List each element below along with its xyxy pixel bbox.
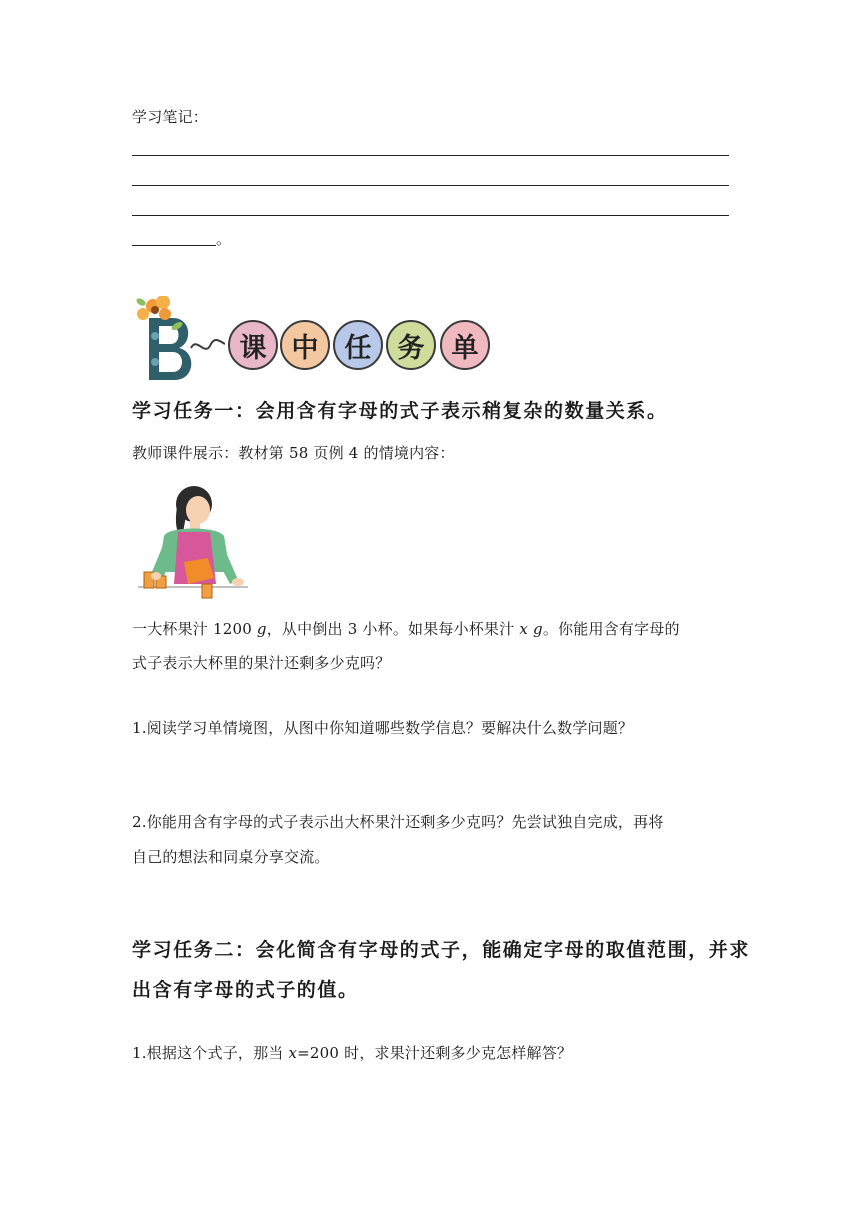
banner-char-3: 任	[333, 320, 383, 370]
problem-text-a: 一大杯果汁 1200	[132, 620, 257, 638]
unit-g: g	[533, 620, 543, 638]
variable-x: x	[519, 620, 529, 638]
task1-problem-line2: 式子表示大杯里的果汁还剩多少克吗？	[132, 654, 391, 672]
task1-question-1: 1.阅读学习单情境图，从图中你知道哪些数学信息？要解决什么数学问题？	[132, 719, 634, 737]
banner-char-2: 中	[280, 320, 330, 370]
task2-question-1: 1.根据这个式子，那当 x=200 时，求果汁还剩多少克怎样解答？	[132, 1044, 573, 1062]
note-line-1	[132, 155, 729, 156]
task2-heading-line2: 出含有字母的式子的值。	[132, 979, 359, 1001]
banner-char-5: 单	[440, 320, 490, 370]
task1-heading: 学习任务一：会用含有字母的式子表示稍复杂的数量关系。	[132, 400, 668, 422]
banner-char-1: 课	[228, 320, 278, 370]
note-line-3	[132, 215, 729, 216]
woman-pouring-juice-illustration	[138, 480, 248, 600]
flower-letter-b-icon	[135, 296, 225, 386]
problem-text-c: 。你能用含有字母的	[542, 620, 680, 638]
task1-question-2-line1: 2.你能用含有字母的式子表示出大杯果汁还剩多少克吗？先尝试独自完成，再将	[132, 813, 664, 831]
task1-problem-line1	[132, 622, 680, 637]
notes-label: 学习笔记：	[132, 108, 209, 126]
task1-intro: 教师课件展示：教材第 58 页例 4 的情境内容：	[132, 444, 455, 462]
note-line-4	[132, 245, 216, 246]
task1-question-2-line2: 自己的想法和同桌分享交流。	[132, 848, 330, 866]
unit-g: g	[256, 620, 267, 638]
banner-char-4: 务	[386, 320, 436, 370]
variable-x: x	[288, 1044, 298, 1062]
problem-text-b: ，从中倒出 3 小杯。如果每小杯果汁	[266, 620, 520, 638]
note-line-2	[132, 185, 729, 186]
task2-heading-line1: 学习任务二：会化简含有字母的式子，能确定字母的取值范围，并求	[132, 939, 751, 961]
note-end-mark: 。	[216, 230, 232, 248]
